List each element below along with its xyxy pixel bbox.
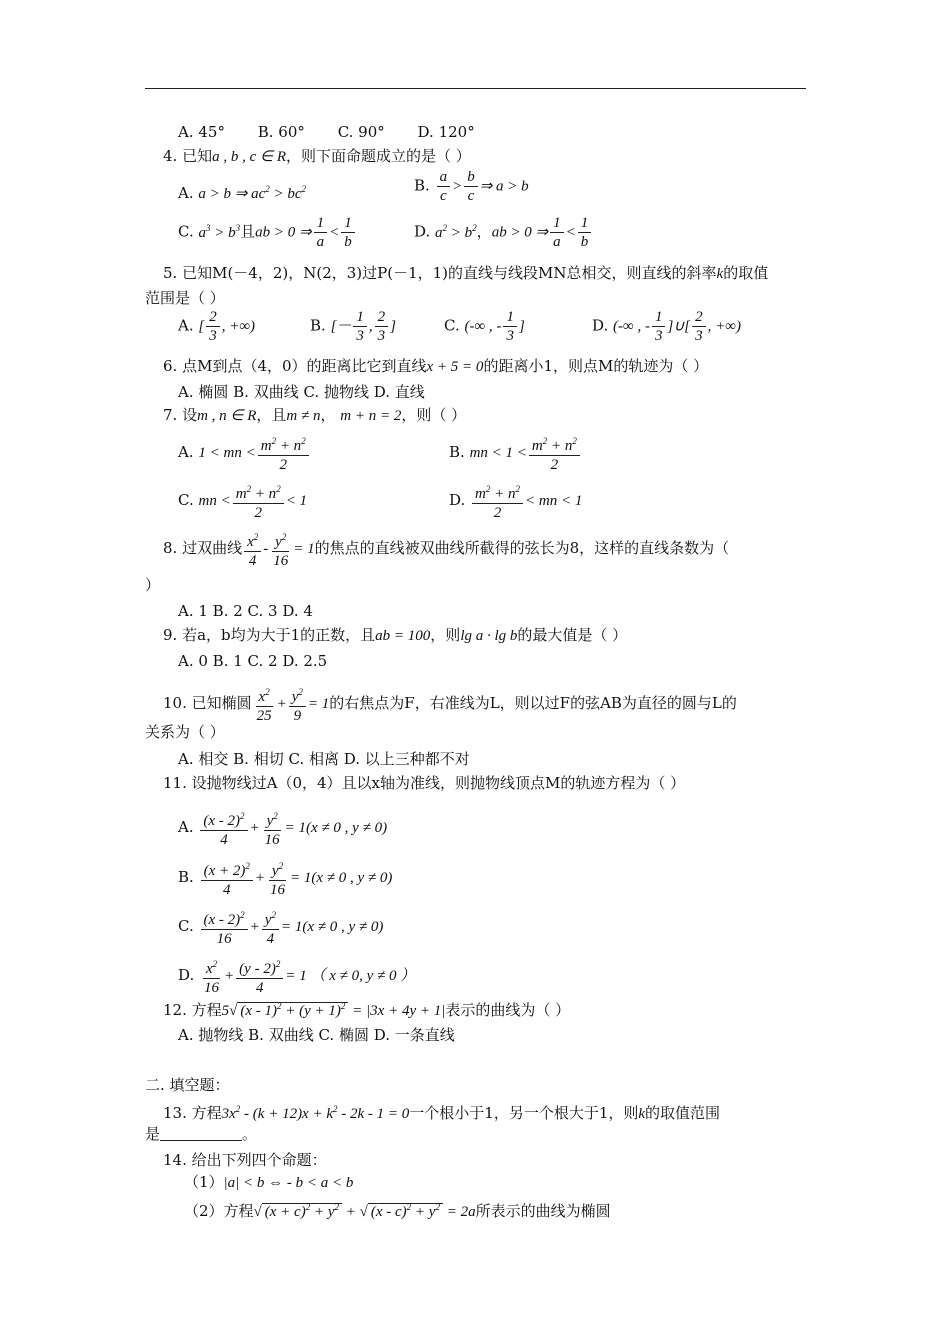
q7-stem: 7. 设m , n ∈ R，且m ≠ n， m + n = 2，则（ ）	[163, 406, 467, 424]
q7-option-b: B. mn < 1 < $\frac{m^2 + n^2}{2}$	[449, 432, 582, 474]
header-rule	[145, 88, 806, 89]
q8-stem-line2: ）	[145, 576, 161, 594]
q5-option-c: C. (-∞ , - $\frac{1}{3}$ ]	[444, 309, 525, 344]
q4-option-d: D. $a^2 > b^2$，ab > 0 ⇒ $\frac{1}{a}$ < $\frac{1}{b}$	[414, 214, 593, 251]
q8-options: A. 1 B. 2 C. 3 D. 4	[178, 602, 313, 620]
q13-answer-blank[interactable]	[160, 1126, 242, 1141]
q4-option-c: C. $a^3 > b^3$且ab > 0 ⇒ $\frac{1}{a}$ < $\frac{1}{b}$	[178, 214, 357, 251]
q11-option-b: B. $\frac{(x + 2)^2}{4}$ + $\frac{y^2}{16}$ = 1(x ≠ 0 , y ≠ 0)	[178, 857, 392, 899]
q4-option-b: B. $\frac{a}{c}$ > $\frac{b}{c}$ ⇒ a > b	[414, 169, 529, 204]
q14-stem: 14. 给出下列四个命题：	[163, 1151, 327, 1169]
q3-option-d: D. 120°	[417, 123, 475, 141]
q11-option-c: C. $\frac{(x - 2)^2}{16}$ + $\frac{y^2}{4}$ = 1(x ≠ 0 , y ≠ 0)	[178, 906, 383, 948]
q9-options: A. 0 B. 1 C. 2 D. 2.5	[178, 652, 328, 670]
q7-option-c: C. mn < $\frac{m^2 + n^2}{2}$ < 1	[178, 480, 307, 522]
q4-stem: 4. 已知a , b , c ∈ R，则下面命题成立的是（ ）	[163, 147, 471, 165]
q13-stem-line2: 是 。	[145, 1125, 258, 1143]
q5-stem: 5. 已知M(－4，2)，N(2，3)过P(－1，1)的直线与线段MN总相交，则直线的斜率k的取值	[163, 264, 769, 282]
q12-stem: 12. 方程5√ $(x - 1)^2 + (y + 1)^2 = |3x + 4y + 1|$表示的曲线为（ ）	[163, 1001, 571, 1019]
q9-stem: 9. 若a，b均为大于1的正数，且ab = 100，则lg a · lg b的最大值是（ ）	[163, 626, 628, 644]
q14-prop-2: （2）方程√ $(x + c)^2 + y^2$ + √ $(x - c)^2 + y^2 = 2a$所表示的曲线为椭圆	[184, 1202, 611, 1220]
q3-option-a: A. 45°	[178, 123, 225, 141]
q3-options	[178, 122, 475, 142]
q11-option-d: D. $\frac{x^2}{16}$ + $\frac{(y - 2)^2}{4}$ = 1 （ x ≠ 0, y ≠ 0 ）	[178, 955, 415, 997]
q10-stem-line2: 关系为（ ）	[145, 723, 225, 741]
q3-option-b: B. 60°	[257, 123, 305, 141]
q7-option-a: A. 1 < mn < $\frac{m^2 + n^2}{2}$	[178, 432, 311, 474]
q10-options: A. 相交 B. 相切 C. 相离 D. 以上三种都不对	[178, 750, 470, 768]
q6-options: A. 椭圆 B. 双曲线 C. 抛物线 D. 直线	[178, 383, 425, 401]
q5-option-a: A. [ $\frac{2}{3}$ , +∞)	[178, 309, 256, 344]
q3-option-c: C. 90°	[337, 123, 385, 141]
q11-option-a: A. $\frac{(x - 2)^2}{4}$ + $\frac{y^2}{16}$ = 1(x ≠ 0 , y ≠ 0)	[178, 807, 387, 849]
q12-options: A. 抛物线 B. 双曲线 C. 椭圆 D. 一条直线	[178, 1026, 455, 1044]
q5-stem-line2: 范围是（ ）	[145, 289, 225, 307]
q4-option-a: A. a > b ⇒ $ac^2 > bc^2$	[178, 184, 307, 202]
q6-stem: 6. 点M到点（4，0）的距离比它到直线x + 5 = 0的距离小1，则点M的轨迹为（ ）	[163, 357, 709, 375]
q14-prop-1: （1）|a| < b ⇔ - b < a < b	[184, 1173, 354, 1191]
q5-option-b: B. [－ $\frac{1}{3}$ , $\frac{2}{3}$ ]	[310, 309, 397, 344]
q5-option-d: D. (-∞ , - $\frac{1}{3}$ ]∪[ $\frac{2}{3}$ , +∞)	[592, 309, 741, 344]
q10-stem: 10. 已知椭圆 $\frac{x^2}{25}$ + $\frac{y^2}{9}$ = 1的右焦点为F，右准线为L，则以过F的弦AB为直径的圆与L的	[163, 683, 737, 725]
q13-stem: 13. 方程$3x^2 - (k + 12)x + k^2 - 2k - 1 = 0$一个根小于1，另一个根大于1，则k的取值范围	[163, 1104, 721, 1122]
q8-stem: 8. 过双曲线 $\frac{x^2}{4}$ - $\frac{y^2}{16}$ = 1的焦点的直线被双曲线所截得的弦长为8，这样的直线条数为（	[163, 528, 729, 570]
section-fill-in-title: 二. 填空题：	[145, 1076, 230, 1094]
q11-stem: 11. 设抛物线过A（0，4）且以x轴为准线，则抛物线顶点M的轨迹方程为（ ）	[163, 774, 686, 792]
q7-option-d: D. $\frac{m^2 + n^2}{2}$ < mn < 1	[449, 480, 582, 522]
